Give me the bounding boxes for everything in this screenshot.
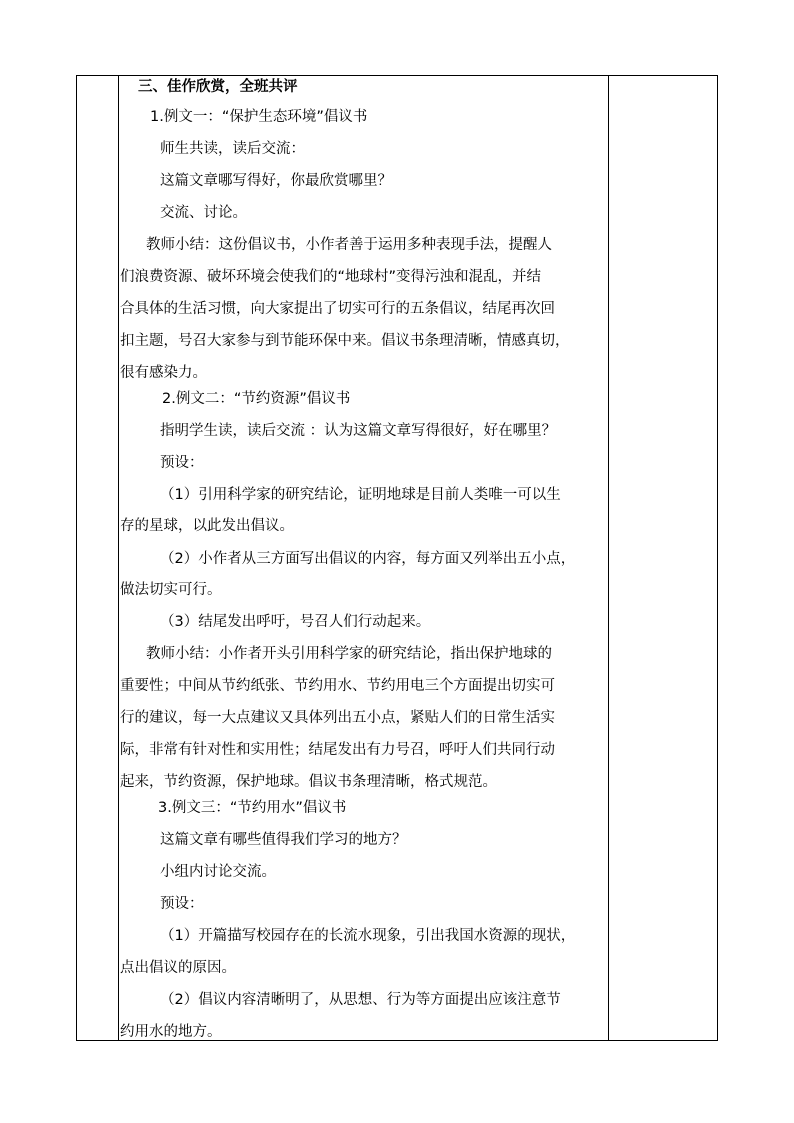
paragraph: 预设： [160,896,204,912]
paragraph: 指明学生读，读后交流 ：认为这篇文章写得很好，好在哪里？ [160,423,557,439]
list-item: 存的星球，以此发出倡议。 [120,518,294,534]
summary-line: 合具体的生活习惯，向大家提出了切实可行的五条倡议，结尾再次回 [120,301,555,317]
summary-line: 重要性；中间从节约纸张、节约用水、节约用电三个方面提出切实可 [120,678,555,694]
list-item: 点出倡议的原因。 [120,960,236,976]
paragraph: 预设： [160,455,204,471]
summary-line: 教师小结：小作者开头引用科学家的研究结论，指出保护地球的 [146,646,552,662]
list-item: （2）小作者从三方面写出倡议的内容，每方面又列举出五小点， [160,551,576,567]
summary-line: 扣主题，号召大家参与到节能环保中来。倡议书条理清晰，情感真切， [120,333,570,349]
summary-line: 们浪费资源、破坏环境会使我们的“地球村”变得污浊和混乱，并结 [120,269,542,285]
list-item: 做法切实可行。 [120,582,222,598]
list-item: （2）倡议内容清晰明了，从思想、行为等方面提出应该注意节 [160,992,561,1008]
summary-line: 起来，节约资源，保护地球。倡议书条理清晰，格式规范。 [120,774,497,790]
paragraph: 小组内讨论交流。 [160,864,276,880]
example3-title: 3.例文三：“节约用水”倡议书 [158,800,347,816]
list-item: （3）结尾发出呼吁，号召人们行动起来。 [160,614,431,630]
example2-title: 2.例文二：“节约资源”倡议书 [162,391,351,407]
column-divider [608,76,609,1040]
section-title: 三、佳作欣赏，全班共评 [138,79,298,95]
list-item: 约用水的地方。 [120,1024,222,1040]
example1-title: 1.例文一：“保护生态环境”倡议书 [150,109,368,125]
column-divider [118,76,119,1040]
paragraph: 师生共读，读后交流： [160,141,305,157]
list-item: （1）引用科学家的研究结论，证明地球是目前人类唯一可以生 [160,487,561,503]
paragraph: 这篇文章哪写得好，你最欣赏哪里？ [160,173,392,189]
summary-line: 教师小结：这份倡议书，小作者善于运用多种表现手法，提醒人 [146,237,552,253]
paragraph: 这篇文章有哪些值得我们学习的地方？ [160,832,407,848]
summary-line: 际，非常有针对性和实用性；结尾发出有力号召，呼吁人们共同行动 [120,742,555,758]
list-item: （1）开篇描写校园存在的长流水现象，引出我国水资源的现状， [160,928,576,944]
paragraph: 交流、讨论。 [160,205,247,221]
summary-line: 行的建议，每一大点建议又具体列出五小点，紧贴人们的日常生活实 [120,710,555,726]
summary-line: 很有感染力。 [120,365,207,381]
